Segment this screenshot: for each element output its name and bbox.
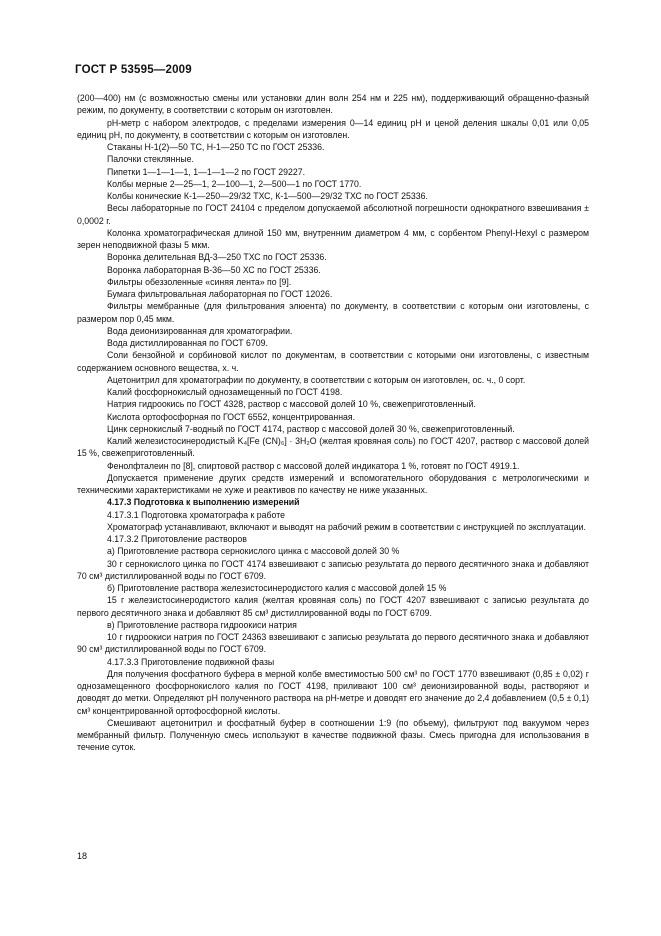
paragraph: Калий железистосинеродистый K₄[Fe (CN)₆] · 3H₂O (желтая кровяная соль) по ГОСТ 4207, раствор с массовой долей 15 %, свежеприготовленный. xyxy=(77,436,589,459)
paragraph: Для получения фосфатного буфера в мерной колбе вместимостью 500 см³ по ГОСТ 1770 взвешивают (0,85 ± 0,02) г однозамещенного фосфорнокислого калия по ГОСТ 4198, приливают 100 см³ деионизированной воды, растворяют и доводят до метки. Определяют pH полученного раствора на pH-метре и доводят его значение до 2,4 добавлением (0,5 ± 0,1) см³ концентрированной ортофосфорной кислоты. xyxy=(77,668,589,716)
paragraph: Воронка делительная ВД-3—250 ТХС по ГОСТ 25336. xyxy=(107,252,327,263)
paragraph: 10 г гидроокиси натрия по ГОСТ 24363 взвешивают с записью результата до первого десятичного знака и добавляют 90 см³ дистиллированной воды по ГОСТ 6709. xyxy=(77,632,589,655)
paragraph: (200—400) нм (с возможностью смены или установки длин волн 254 нм и 225 нм), поддерживающий обращенно-фазный режим, по документу, в соответствии с которым он изготовлен. xyxy=(77,93,589,116)
document-body xyxy=(77,92,589,754)
paragraph: Хроматограф устанавливают, включают и выводят на рабочий режим в соответствии с инструкцией по эксплуатации. xyxy=(107,521,586,532)
paragraph: Колбы конические К-1—250—29/32 ТХС, К-1—500—29/32 ТХС по ГОСТ 25336. xyxy=(107,191,428,201)
paragraph: а) Приготовление раствора сернокислого цинка с массовой долей 30 % xyxy=(107,546,400,557)
paragraph: Бумага фильтровальная лабораторная по ГОСТ 12026. xyxy=(107,289,333,299)
paragraph: Весы лабораторные по ГОСТ 24104 с пределом допускаемой абсолютной погрешности однократного взвешивания ± 0,0002 г. xyxy=(77,203,589,226)
document-header: ГОСТ Р 53595—2009 xyxy=(75,64,192,76)
paragraph: 15 г железистосинеродистого калия (желтая кровяная соль) по ГОСТ 4207 взвешивают с записью результата до первого десятичного знака и добавляют 85 см³ дистиллированной воды по ГОСТ 6709. xyxy=(77,595,589,618)
paragraph: Пипетки 1—1—1—1, 1—1—1—2 по ГОСТ 29227. xyxy=(107,166,306,177)
paragraph: в) Приготовление раствора гидроокиси натрия xyxy=(107,619,297,630)
paragraph: Стаканы Н-1(2)—50 ТС, Н-1—250 ТС по ГОСТ 25336. xyxy=(107,142,325,152)
paragraph: Воронка лабораторная В-36—50 ХС по ГОСТ 25336. xyxy=(107,264,321,275)
paragraph: pH-метр с набором электродов, с пределами измерения 0—14 единиц pH и ценой деления шкалы 0,01 или 0,05 единиц pH, по документу, в соответствии с которым он изготовлен. xyxy=(77,117,589,140)
paragraph: Смешивают ацетонитрил и фосфатный буфер в соотношении 1:9 (по объему), фильтруют под вакуумом через мембранный фильтр. Полученную смесь используют в качестве подвижной фазы. Смесь пригодна для использования в течение суток. xyxy=(77,717,589,753)
section-heading: 4.17.3 Подготовка к выполнению измерений xyxy=(107,497,300,508)
paragraph: Вода деионизированная для хроматографии. xyxy=(107,325,293,336)
paragraph: 4.17.3.3 Приготовление подвижной фазы xyxy=(107,656,275,667)
paragraph: Вода дистиллированная по ГОСТ 6709. xyxy=(107,338,268,348)
paragraph: Соли бензойной и сорбиновой кислот по документам, в соответствии с которыми они изготовлены, с известным содержанием основного вещества, х. ч. xyxy=(77,350,589,373)
paragraph: 4.17.3.2 Приготовление растворов xyxy=(107,534,247,544)
paragraph: б) Приготовление раствора железистосинеродистого калия с массовой долей 15 % xyxy=(107,583,447,593)
paragraph: Колбы мерные 2—25—1, 2—100—1, 2—500—1 по ГОСТ 1770. xyxy=(107,178,362,189)
paragraph: Колонка хроматографическая длиной 150 мм, внутренним диаметром 4 мм, с сорбентом Phenyl-Hexyl с размером зерен неподвижной фазы 5 мкм. xyxy=(77,227,589,250)
paragraph: Ацетонитрил для хроматографии по документу, в соответствии с которым он изготовлен, ос. ч., 0 сорт. xyxy=(107,374,526,385)
paragraph: Фенолфталеин по [8], спиртовой раствор с массовой долей индикатора 1 %, готовят по ГОСТ 4919.1. xyxy=(107,460,520,471)
paragraph: Натрия гидроокись по ГОСТ 4328, раствор с массовой долей 10 %, свежеприготовленный. xyxy=(107,399,476,410)
paragraph: Цинк сернокислый 7-водный по ГОСТ 4174, раствор с массовой долей 30 %, свежеприготовленный. xyxy=(107,423,515,434)
paragraph: Фильтры обеззоленные «синяя лента» по [9]. xyxy=(107,276,292,287)
paragraph: Фильтры мембранные (для фильтрования элюента) по документу, в соответствии с которым они изготовлены, с размером пор 0,45 мкм. xyxy=(77,301,589,324)
paragraph: 4.17.3.1 Подготовка хроматографа к работе xyxy=(107,509,285,520)
page-number: 18 xyxy=(77,851,88,861)
paragraph: 30 г сернокислого цинка по ГОСТ 4174 взвешивают с записью результата до первого десятичного знака и добавляют 70 см³ дистиллированной воды по ГОСТ 6709. xyxy=(77,558,589,581)
paragraph: Палочки стеклянные. xyxy=(107,154,194,165)
paragraph: Кислота ортофосфорная по ГОСТ 6552, концентрированная. xyxy=(107,411,356,422)
paragraph: Калий фосфорнокислый однозамещенный по ГОСТ 4198. xyxy=(107,387,343,397)
paragraph: Допускается применение других средств измерений и вспомогательного оборудования с метрологическими и техническими характеристиками не хуже и реактивов по качеству не ниже указанных. xyxy=(77,472,589,495)
